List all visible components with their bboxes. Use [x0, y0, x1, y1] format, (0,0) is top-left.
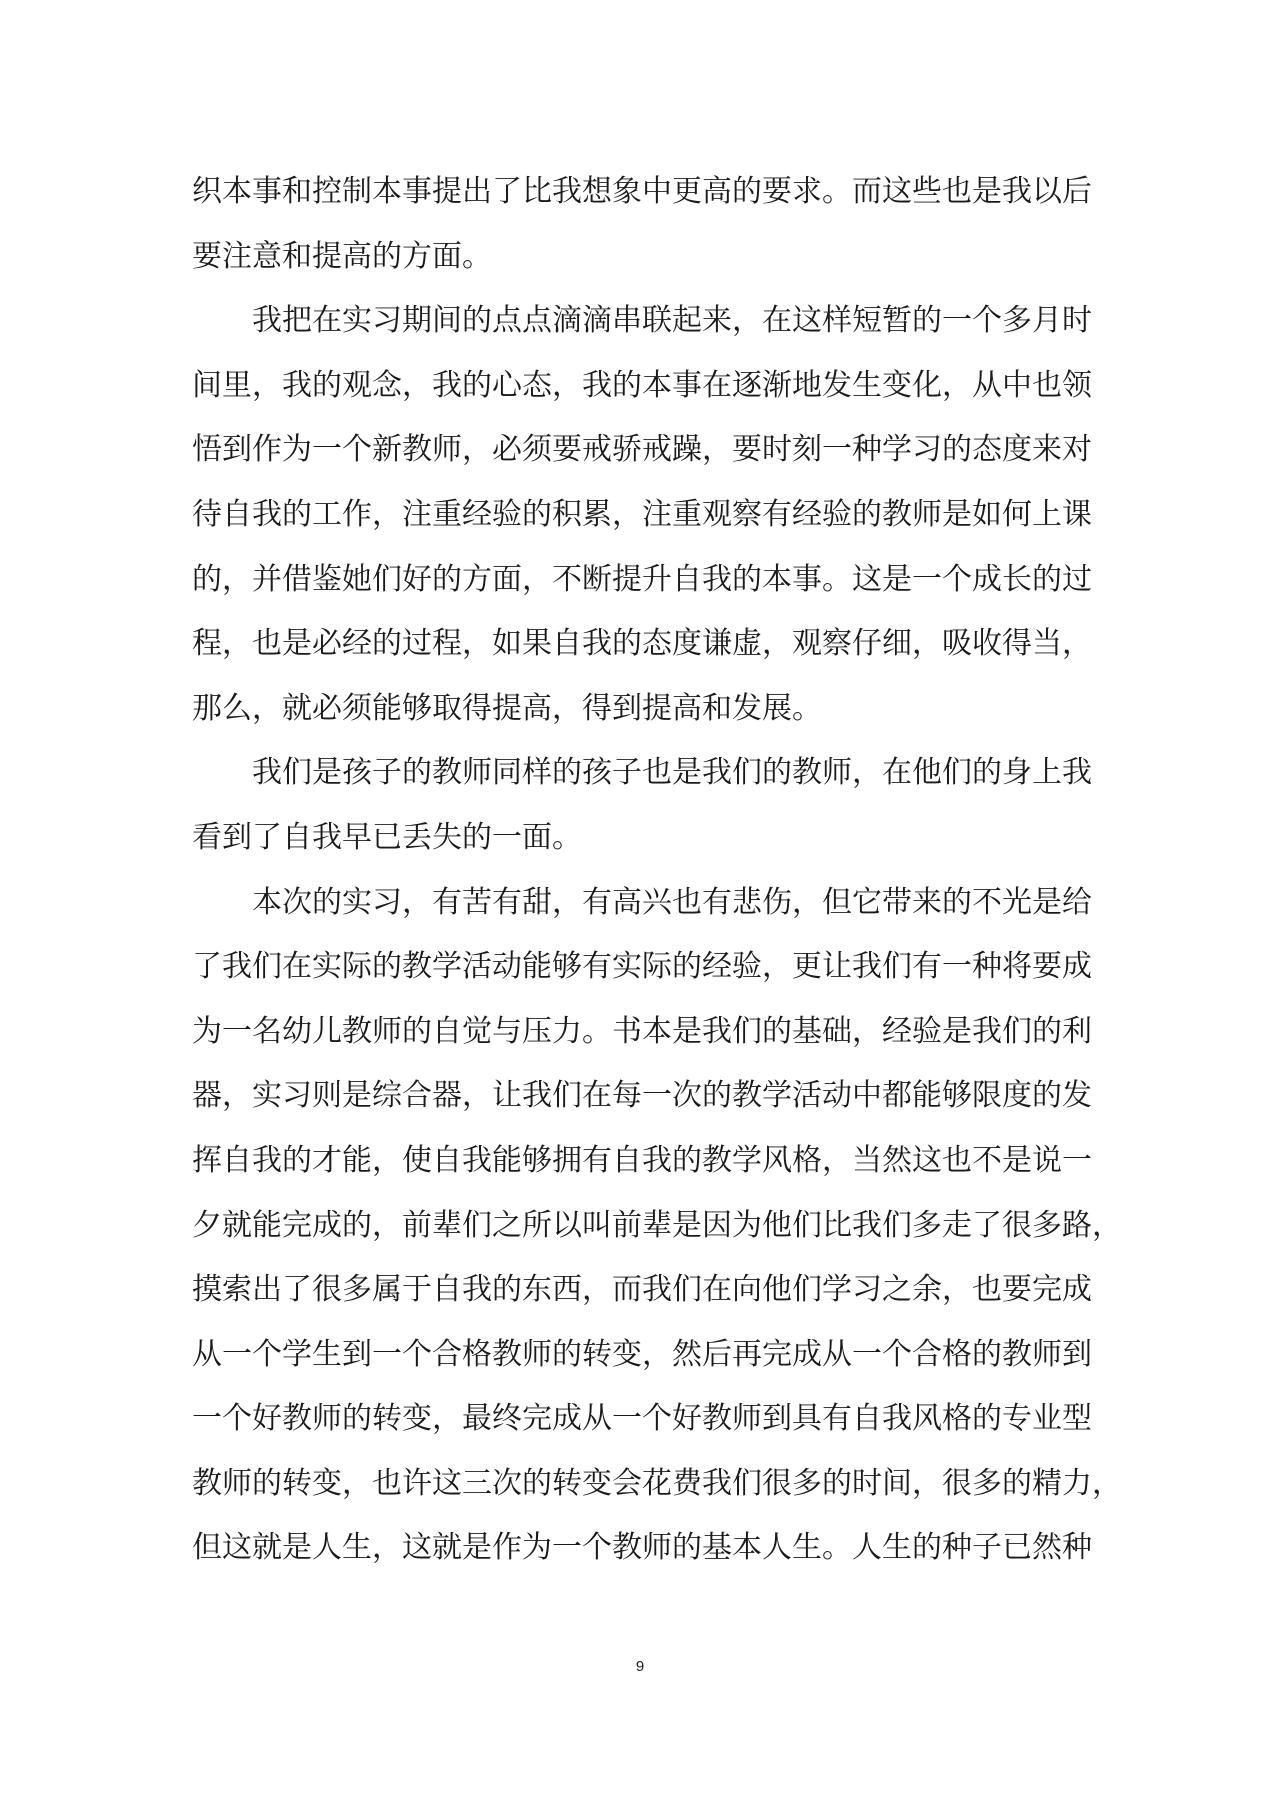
text-line: 的，并借鉴她们好的方面，不断提升自我的本事。这是一个成长的过: [192, 561, 1092, 597]
text-line: 但这就是人生，这就是作为一个教师的基本人生。人生的种子已然种: [192, 1530, 1092, 1566]
text-line: 要注意和提高的方面。: [192, 238, 492, 274]
page-number: 9: [635, 1658, 645, 1675]
text-line: 间里，我的观念，我的心态，我的本事在逐渐地发生变化，从中也领: [192, 367, 1092, 403]
text-line: 教师的转变，也许这三次的转变会花费我们很多的时间，很多的精力，: [192, 1465, 1122, 1501]
text-line: 从一个学生到一个合格教师的转变，然后再完成从一个合格的教师到: [192, 1336, 1092, 1372]
text-line: 了我们在实际的教学活动能够有实际的经验，更让我们有一种将要成: [192, 949, 1092, 985]
text-line: 我把在实习期间的点点滴滴串联起来，在这样短暂的一个多月时: [252, 303, 1092, 339]
text-line: 摸索出了很多属于自我的东西，而我们在向他们学习之余，也要完成: [192, 1272, 1092, 1308]
text-line: 本次的实习，有苦有甜，有高兴也有悲伤，但它带来的不光是给: [252, 884, 1092, 920]
text-line: 看到了自我早已丢失的一面。: [192, 819, 582, 855]
text-line: 夕就能完成的，前辈们之所以叫前辈是因为他们比我们多走了很多路，: [192, 1207, 1122, 1243]
text-line: 待自我的工作，注重经验的积累，注重观察有经验的教师是如何上课: [192, 496, 1092, 532]
document-body: [192, 160, 1122, 1581]
text-line: 器，实习则是综合器，让我们在每一次的教学活动中都能够限度的发: [192, 1078, 1092, 1114]
text-line: 那么，就必须能够取得提高，得到提高和发展。: [192, 690, 822, 726]
text-line: 我们是孩子的教师同样的孩子也是我们的教师，在他们的身上我: [252, 755, 1092, 791]
text-line: 一个好教师的转变，最终完成从一个好教师到具有自我风格的专业型: [192, 1401, 1092, 1437]
text-line: 程，也是必经的过程，如果自我的态度谦虚，观察仔细，吸收得当，: [192, 626, 1092, 662]
text-line: 挥自我的才能，使自我能够拥有自我的教学风格，当然这也不是说一: [192, 1142, 1092, 1178]
text-line: 悟到作为一个新教师，必须要戒骄戒躁，要时刻一种学习的态度来对: [192, 432, 1092, 468]
text-line: 织本事和控制本事提出了比我想象中更高的要求。而这些也是我以后: [192, 174, 1092, 209]
text-line: 为一名幼儿教师的自觉与压力。书本是我们的基础，经验是我们的利: [192, 1013, 1092, 1049]
